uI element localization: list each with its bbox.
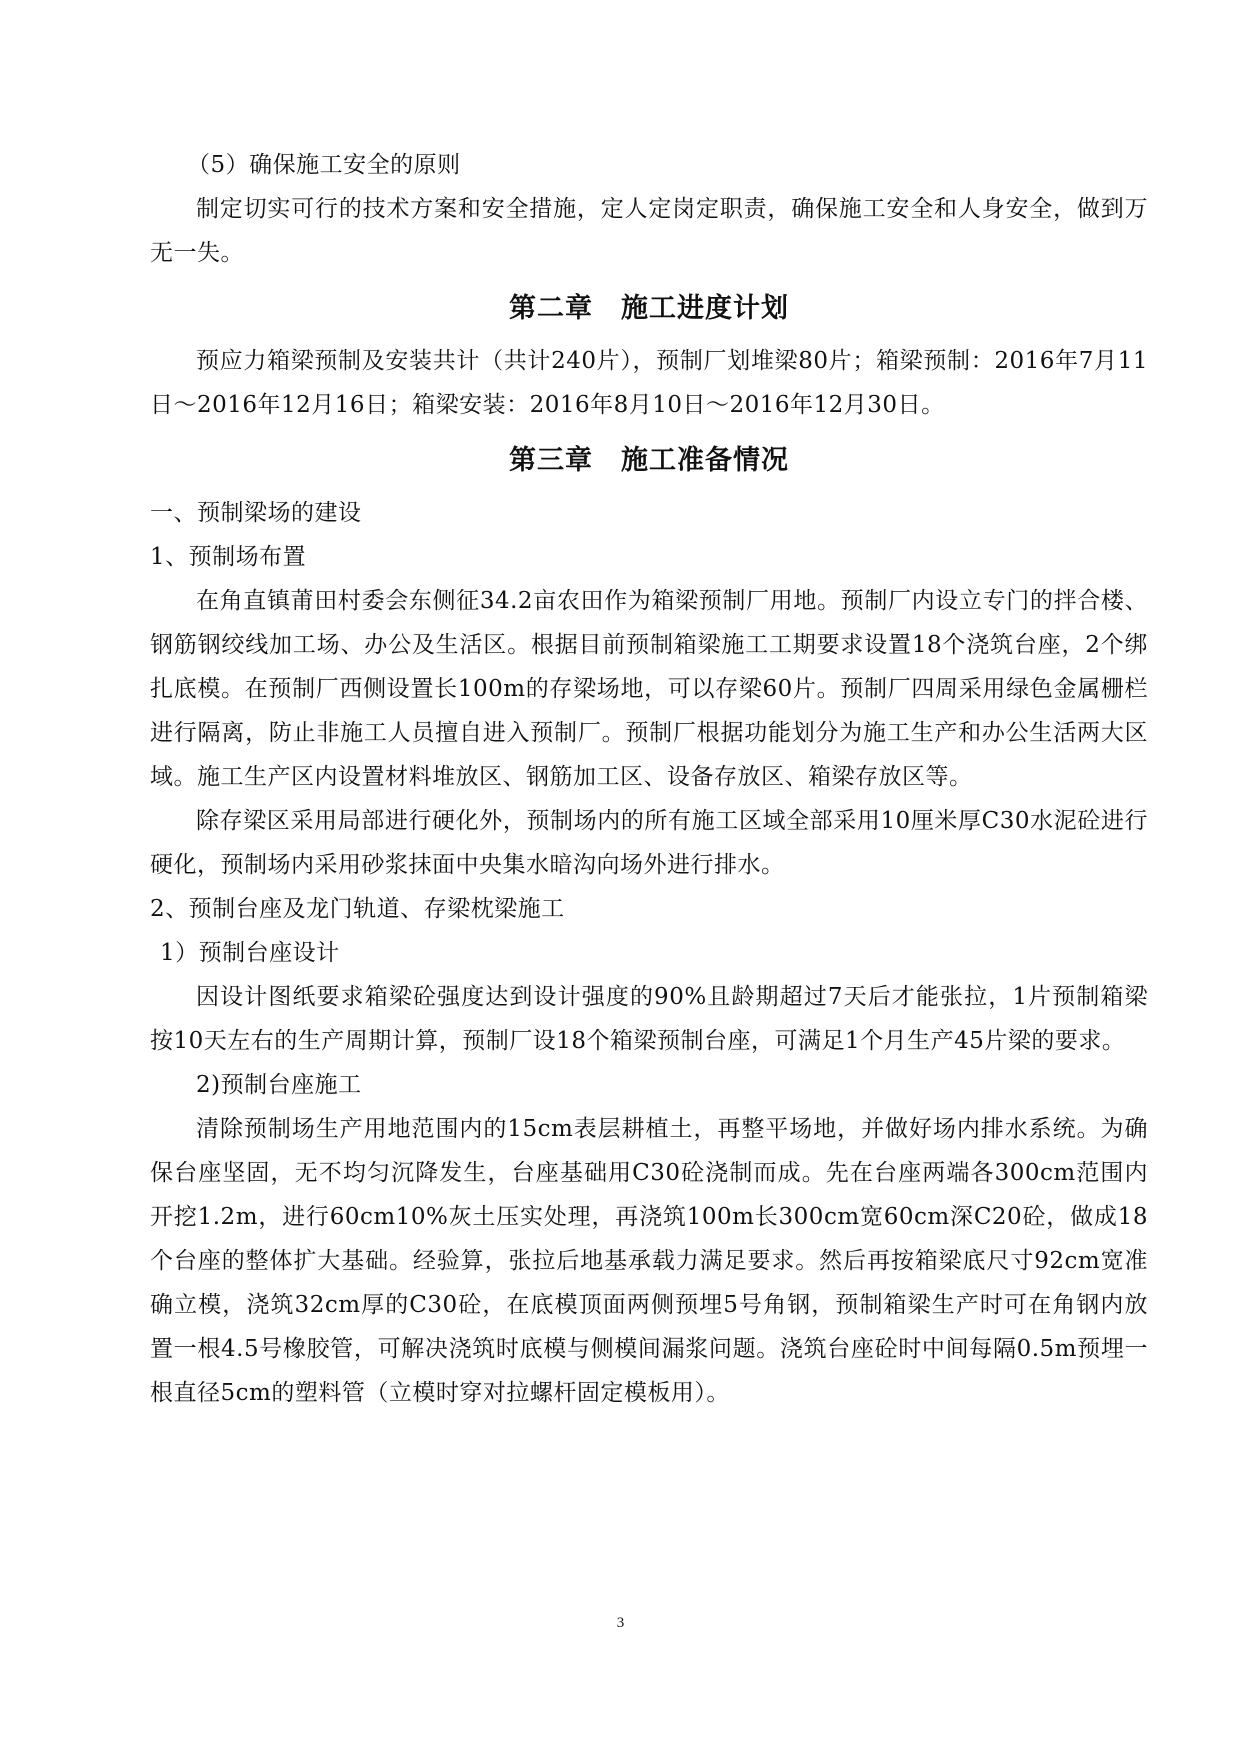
paragraph-pedestal-design: 因设计图纸要求箱梁砼强度达到设计强度的90%且龄期超过7天后才能张拉，1片预制箱梁按10天左右的生产周期计算，预制厂设18个箱梁预制台座，可满足1个月生产45片梁的要求。 [150, 984, 1148, 1054]
subsection-1-heading: 1、预制场布置 [150, 544, 307, 570]
subsection-2-heading: 2、预制台座及龙门轨道、存梁枕梁施工 [150, 896, 565, 922]
page-number: 3 [616, 1615, 625, 1631]
paragraph-pedestal-construction: 清除预制场生产用地范围内的15cm表层耕植土，再整平场地，并做好场内排水系统。为确保台座坚固，无不均匀沉降发生，台座基础用C30砼浇制而成。先在台座两端各300cm范围内开挖1.2m，进行60cm10%灰土压实处理，再浇筑100m长300cm宽60cm深C20砼，做成18个台座的整体扩大基础。经验算，张拉后地基承载力满足要求。然后再按箱梁底尺寸92cm宽准确立模，浇筑32cm厚的C30砼，在底模顶面两侧预埋5号角钢，预制箱梁生产时可在角钢内放置一根4.5号橡胶管，可解决浇筑时底模与侧模间漏浆问题。浇筑台座砼时中间每隔0.5m预埋一根直径5cm的塑料管（立模时穿对拉螺杆固定模板用）。 [150, 1116, 1148, 1406]
chapter-2-number: 第二章 [509, 293, 593, 324]
paragraph-hardening: 除存梁区采用局部进行硬化外，预制场内的所有施工区域全部采用10厘米厚C30水泥砼进行硬化，预制场内采用砂浆抹面中央集水暗沟向场外进行排水。 [150, 808, 1148, 878]
chapter-2-text: 预应力箱梁预制及安装共计（共计240片），预制厂划堆梁80片；箱梁预制：2016年7月11日～2016年12月16日；箱梁安装：2016年8月10日～2016年12月30日。 [150, 348, 1148, 418]
subsection-2-1-heading: 1）预制台座设计 [160, 940, 340, 966]
paragraph-site-layout: 在角直镇莆田村委会东侧征34.2亩农田作为箱梁预制厂用地。预制厂内设立专门的拌合楼、钢筋钢绞线加工场、办公及生活区。根据目前预制箱梁施工工期要求设置18个浇筑台座，2个绑扎底模。在预制厂西侧设置长100m的存梁场地，可以存梁60片。预制厂四周采用绿色金属栅栏进行隔离，防止非施工人员擅自进入预制厂。预制厂根据功能划分为施工生产和办公生活两大区域。施工生产区内设置材料堆放区、钢筋加工区、设备存放区、箱梁存放区等。 [150, 588, 1148, 790]
chapter-3-heading [150, 439, 1148, 483]
chapter-3-title: 施工准备情况 [621, 445, 789, 476]
chapter-2-title: 施工进度计划 [621, 293, 789, 324]
principle-text: 制定切实可行的技术方案和安全措施，定人定岗定职责，确保施工安全和人身安全，做到万无一失。 [150, 196, 1148, 266]
chapter-3-number: 第三章 [509, 445, 593, 476]
chapter-2-heading [150, 287, 1148, 331]
principle-heading: （5）确保施工安全的原则 [187, 152, 461, 178]
page-content [150, 143, 1148, 1415]
section-1-heading: 一、预制梁场的建设 [150, 500, 362, 526]
subsection-2-2-heading: 2)预制台座施工 [196, 1072, 362, 1098]
